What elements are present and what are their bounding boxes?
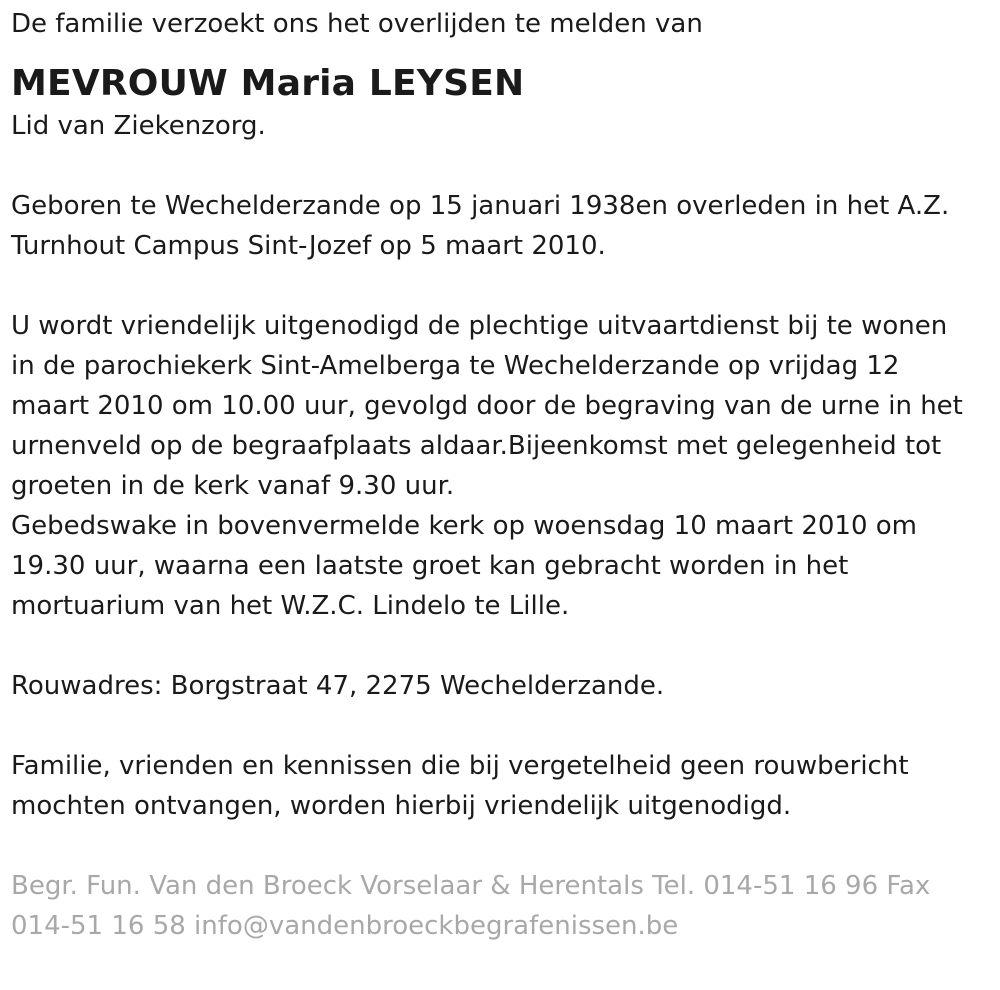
wake-paragraph: [11, 506, 986, 626]
paragraph-line: in de parochiekerk Sint-Amelberga te Wechelderzande op vrijdag 12: [11, 351, 900, 381]
paragraph-line: Geboren te Wechelderzande op 15 januari 1938en overleden in het A.Z.: [11, 191, 950, 221]
paragraph-line: 19.30 uur, waarna een laatste groet kan gebracht worden in het: [11, 551, 849, 581]
deceased-name: MEVROUW Maria LEYSEN: [11, 63, 525, 104]
death-notice: [11, 4, 986, 946]
paragraph-line: U wordt vriendelijk uitgenodigd de plechtige uitvaartdienst bij te wonen: [11, 311, 948, 341]
birth-death-paragraph: [11, 186, 986, 266]
undertaker-info: [11, 866, 986, 946]
intro-text: De familie verzoekt ons het overlijden te melden van: [11, 9, 703, 39]
paragraph-line: groeten in de kerk vanaf 9.30 uur.: [11, 471, 455, 501]
paragraph-line: urnenveld op de begraafplaats aldaar.Bijeenkomst met gelegenheid tot: [11, 431, 942, 461]
paragraph-line: maart 2010 om 10.00 uur, gevolgd door de begraving van de urne in het: [11, 391, 963, 421]
paragraph-line: Familie, vrienden en kennissen die bij vergetelheid geen rouwbericht: [11, 751, 909, 781]
deceased-subtitle: Lid van Ziekenzorg.: [11, 111, 266, 141]
paragraph-line: mochten ontvangen, worden hierbij vriendelijk uitgenodigd.: [11, 791, 792, 821]
funeral-paragraph: [11, 306, 986, 506]
paragraph-line: mortuarium van het W.Z.C. Lindelo te Lille.: [11, 591, 570, 621]
closing-paragraph: [11, 746, 986, 826]
paragraph-line: Gebedswake in bovenvermelde kerk op woensdag 10 maart 2010 om: [11, 511, 918, 541]
undertaker-line: 014-51 16 58 info@vandenbroeckbegrafenissen.be: [11, 911, 679, 941]
paragraph-line: Turnhout Campus Sint-Jozef op 5 maart 2010.: [11, 231, 606, 261]
mourning-address: Rouwadres: Borgstraat 47, 2275 Wechelderzande.: [11, 671, 665, 701]
undertaker-line: Begr. Fun. Van den Broeck Vorselaar & Herentals Tel. 014-51 16 96 Fax: [11, 871, 931, 901]
